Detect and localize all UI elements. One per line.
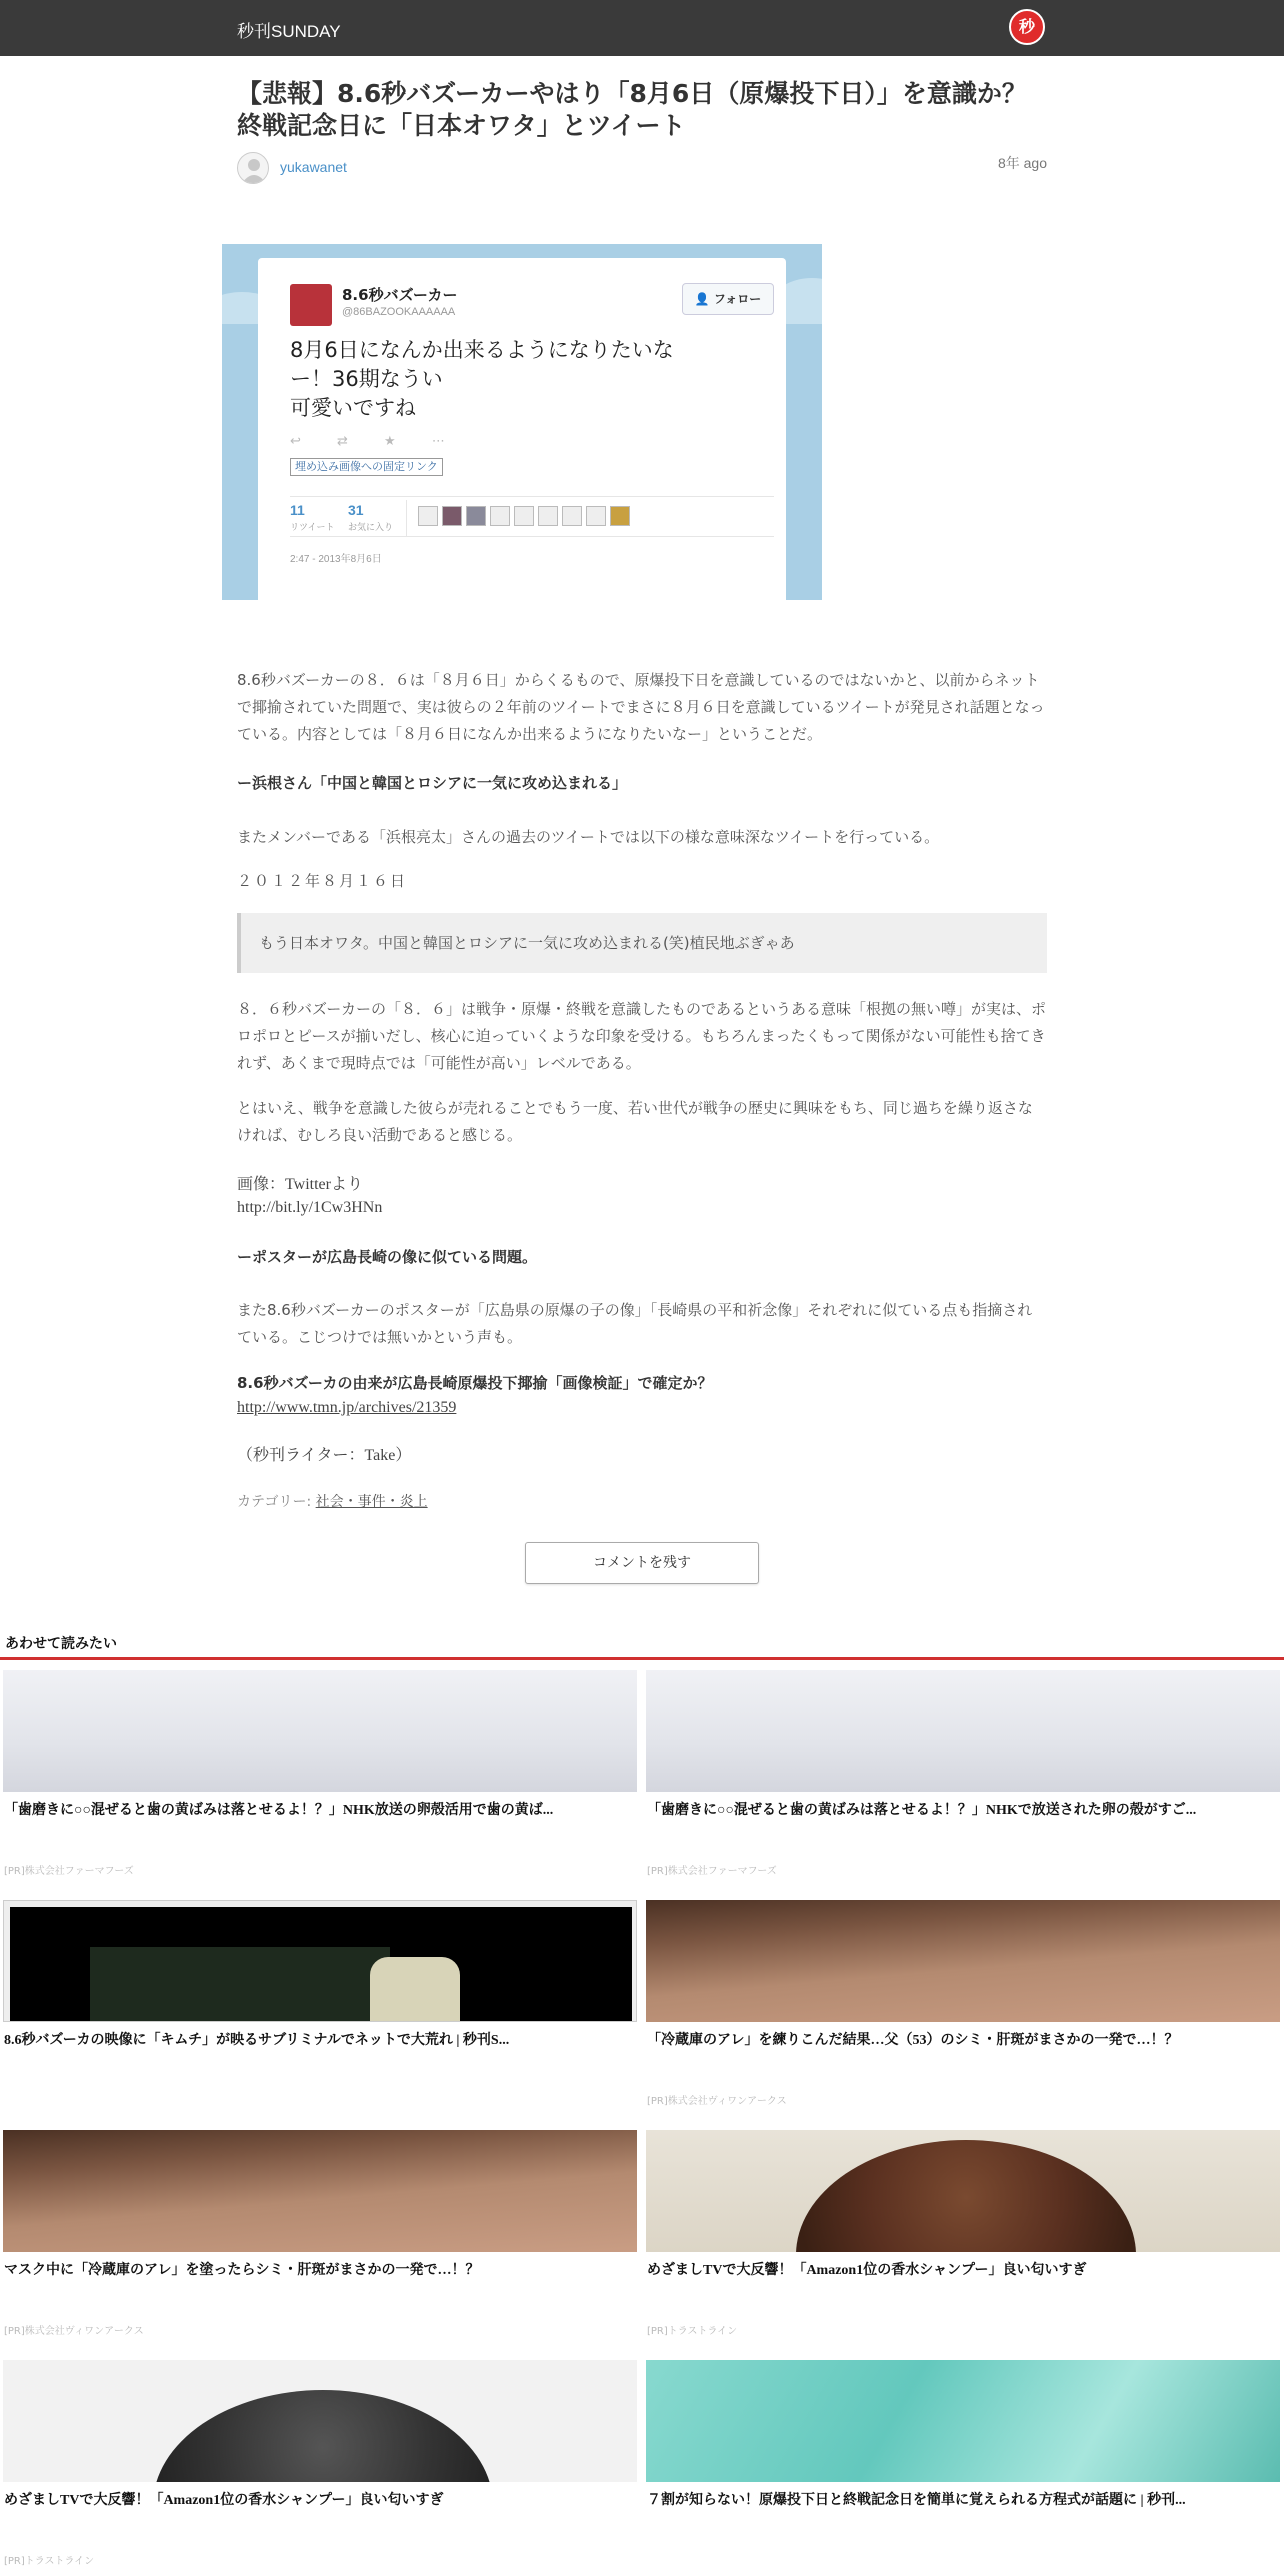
related-article-link[interactable]: http://www.tmn.jp/archives/21359 [237, 1399, 457, 1416]
tweet-follow-label: フォロー [713, 292, 762, 306]
category-line [237, 1491, 428, 1511]
leave-comment-button[interactable]: コメントを残す [525, 1542, 759, 1584]
post-date: 8年 ago [997, 155, 1047, 171]
related-card-title[interactable]: 「歯磨きに○○混ぜると歯の黄ばみは落とせるよ！？」NHK放送の卵殻活用で歯の黄ば... [4, 1803, 554, 1818]
divider [406, 500, 407, 536]
article-headline: 【悲報】8.6秒バズーカーやはり「8月6日（原爆投下日）」を意識か？終戦記念日に「日本オワタ」とツイート [237, 79, 1027, 140]
hair-shape [796, 2140, 1136, 2252]
category-link[interactable]: 社会・事件・炎上 [315, 1494, 428, 1510]
favoriter-avatar [586, 506, 606, 526]
site-title[interactable]: 秒刊SUNDAY [237, 22, 341, 41]
related-card-thumbnail[interactable] [646, 2360, 1280, 2482]
category-label: カテゴリー: [237, 1494, 312, 1510]
video-object [370, 1957, 460, 2022]
hair-shape [153, 2390, 493, 2482]
divider [0, 1657, 1284, 1660]
favoriter-avatar [514, 506, 534, 526]
divider [290, 536, 774, 537]
related-card-title[interactable]: めざましTVで大反響！「Amazon1位の香水シャンプー」良い匂いすぎ [4, 2493, 444, 2508]
video-still [10, 1907, 632, 2022]
quoted-tweet [237, 913, 1047, 973]
favoriter-avatar [610, 506, 630, 526]
tweet-timestamp: 2:47 - 2013年8月6日 [290, 554, 382, 565]
tweet-text-line: 可愛いですね [290, 396, 416, 420]
related-card-thumbnail[interactable] [3, 2130, 637, 2252]
user-icon [238, 153, 269, 184]
tweet-screenshot [222, 244, 822, 600]
tweet-follow-button [682, 283, 774, 315]
favoriter-avatar [490, 506, 510, 526]
related-card-thumbnail[interactable] [3, 1670, 637, 1792]
related-card-thumbnail[interactable] [646, 2130, 1280, 2252]
related-card-title[interactable]: マスク中に「冷蔵庫のアレ」を塗ったらシミ・肝斑がまさかの一発で…！？ [4, 2263, 480, 2278]
related-card-title[interactable]: めざましTVで大反響！「Amazon1位の香水シャンプー」良い匂いすぎ [647, 2263, 1087, 2278]
related-card-title[interactable]: 8.6秒バズーカの映像に「キムチ」が映るサブリミナルでネットで大荒れ | 秒刊S... [4, 2033, 510, 2048]
related-card-source: [PR]株式会社ファーマフーズ [647, 1866, 777, 1877]
tweet-user-name: 8.6秒バズーカー [342, 286, 458, 304]
tweet-favorite-stat [348, 502, 393, 533]
related-card-source: [PR]トラストライン [647, 2326, 738, 2337]
related-card-thumbnail[interactable] [3, 1900, 637, 2022]
tweet-favoriters [418, 506, 634, 526]
related-card-thumbnail[interactable] [646, 1670, 1280, 1792]
tweet-actions-icons: ↩ ⇄ ★ ⋯ [290, 434, 461, 449]
tweet-retweet-count: 11 [290, 502, 305, 518]
author-avatar[interactable] [237, 152, 269, 184]
writer-credit: （秒刊ライター：Take） [237, 1447, 412, 1464]
top-bar [0, 0, 1284, 56]
favoriter-avatar [466, 506, 486, 526]
article-paragraph: ８．６秒バズーカーの「８．６」は戦争・原爆・終戦を意識したものであるというある意味「根拠の無い噂」が実は、ポロポロとピースが揃いだし、核心に迫っていくような印象を受ける。もちろんまったくもって関係がない可能性も捨てきれず、あくまで現時点では「可能性が高い」レベルである。 [237, 1000, 1046, 1072]
favoriter-avatar [418, 506, 438, 526]
related-card-title[interactable]: 「歯磨きに○○混ぜると歯の黄ばみは落とせるよ！？」NHKで放送された卵の殻がすご... [647, 1803, 1197, 1818]
favoriter-avatar [442, 506, 462, 526]
related-card-source: [PR]株式会社ファーマフーズ [4, 1866, 134, 1877]
article-paragraph: とはいえ、戦争を意識した彼らが売れることでもう一度、若い世代が戦争の歴史に興味をもち、同じ過ちを繰り返さなければ、むしろ良い活動であると感じる。 [237, 1099, 1033, 1144]
quoted-tweet-text: もう日本オワタ。中国と韓国とロシアに一気に攻め込まれる(笑)植民地ぶぎゃあ [259, 934, 795, 952]
divider [290, 496, 774, 497]
tweet-date-line: ２０１２年８月１６日 [237, 872, 408, 890]
related-card-source: [PR]トラストライン [4, 2556, 95, 2567]
author-link[interactable]: yukawanet [280, 159, 347, 175]
favoriter-avatar [538, 506, 558, 526]
section-heading: ー浜根さん「中国と韓国とロシアに一気に攻め込まれる」 [237, 774, 628, 792]
favoriter-avatar [562, 506, 582, 526]
video-scene [90, 1947, 390, 2022]
related-card-thumbnail[interactable] [646, 1900, 1280, 2022]
related-heading: あわせて読みたい [5, 1636, 117, 1652]
tweet-avatar [290, 284, 332, 326]
related-card-title[interactable]: 「冷蔵庫のアレ」を練りこんだ結果…父（53）のシミ・肝斑がまさかの一発で…！？ [647, 2033, 1179, 2048]
section-heading: 8.6秒バズーカの由来が広島長崎原爆投下揶揄「画像検証」で確定か？ [237, 1374, 713, 1392]
site-logo-icon[interactable]: 秒 [1009, 9, 1045, 45]
tweet-text [290, 336, 760, 423]
tweet-text-line: ー！36期なうい [290, 367, 443, 391]
related-card-source: [PR]株式会社ヴィワンアークス [4, 2326, 144, 2337]
article-paragraph: 8.6秒バズーカーの８．６は「８月６日」からくるもので、原爆投下日を意識しているのではないかと、以前からネットで揶揄されていた問題で、実は彼らの２年前のツイートでまさに８月６日を意識しているツイートが発見され話題となっている。内容としては「８月６日になんか出来るようになりたいなー」ということだ。 [237, 671, 1045, 743]
tweet-retweet-label: リツイート [290, 522, 335, 532]
related-card-title[interactable]: ７割が知らない！原爆投下日と終戦記念日を簡単に覚えられる方程式が話題に | 秒刊... [647, 2493, 1186, 2508]
article-paragraph: また8.6秒バズーカーのポスターが「広島県の原爆の子の像」「長崎県の平和祈念像」それぞれに似ている点も指摘されている。こじつけでは無いかという声も。 [237, 1301, 1033, 1346]
tweet-user-handle: @86BAZOOKAAAAAA [342, 306, 456, 318]
tweet-favorite-label: お気に入り [348, 522, 394, 532]
tweet-embed-link: 埋め込み画像への固定リンク [290, 458, 443, 476]
image-source-url: http://bit.ly/1Cw3HNn [237, 1199, 383, 1216]
tweet-retweet-stat [290, 502, 335, 533]
tweet-card [258, 258, 786, 600]
tweet-text-line: 8月6日になんか出来るようになりたいな [290, 338, 674, 362]
related-card-thumbnail[interactable] [3, 2360, 637, 2482]
tweet-favorite-count: 31 [348, 502, 364, 518]
related-card-source: [PR]株式会社ヴィワンアークス [647, 2096, 787, 2107]
image-credit: 画像：Twitterより [237, 1176, 363, 1193]
section-heading: ーポスターが広島長崎の像に似ている問題。 [237, 1248, 538, 1266]
follow-icon: 👤 [694, 292, 710, 306]
article-paragraph: またメンバーである「浜根亮太」さんの過去のツイートでは以下の様な意味深なツイートを行っている。 [237, 828, 940, 846]
